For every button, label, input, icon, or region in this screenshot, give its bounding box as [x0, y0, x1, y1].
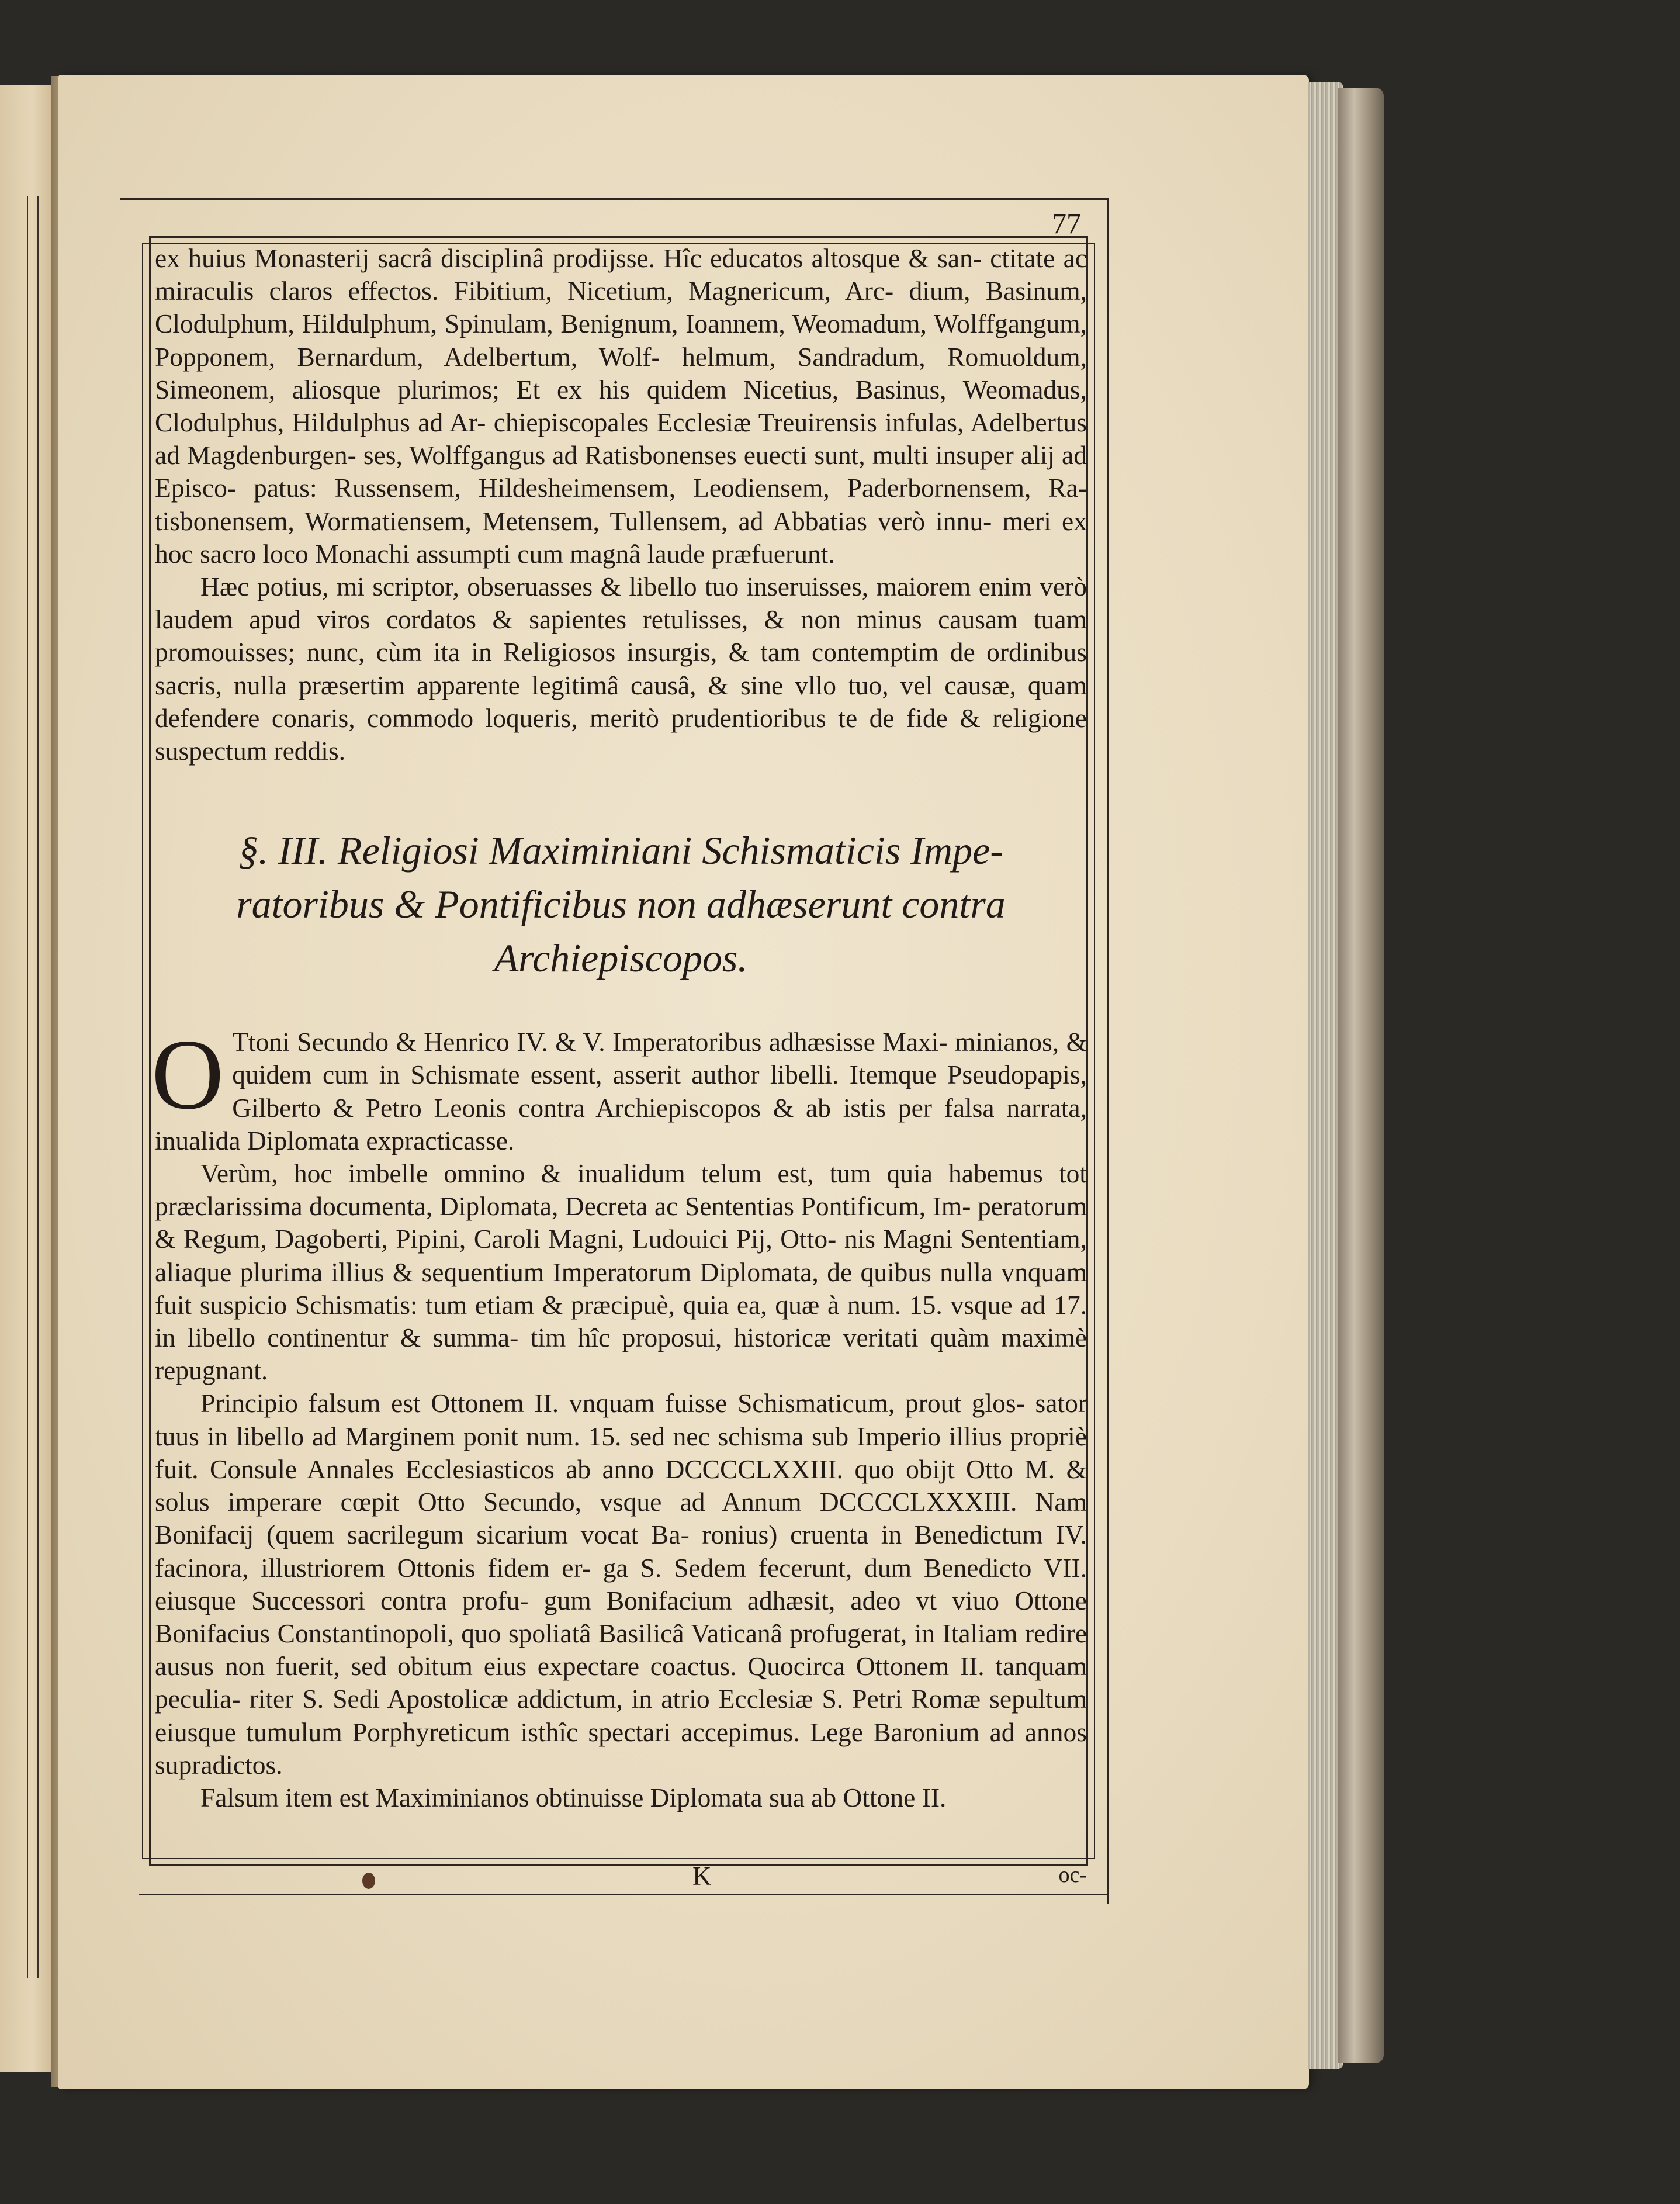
line: quo obijt Otto M. & solus imperare cœpit Otto Secundo, vsque ad Annum	[155, 1454, 1087, 1517]
ink-blot	[362, 1873, 375, 1889]
line: ctitate ac miraculis claros effectos. Fibitium, Nicetium, Magnericum, Arc-	[155, 243, 1087, 306]
line: præcipuè, quia ea, quæ à num. 15. vsque ad 17. in libello continentur & summa-	[155, 1289, 1087, 1353]
line: nis Magni Sententiam, aliaque plurima illius & sequentium Imperatorum	[155, 1224, 1087, 1287]
paragraph-6	[155, 1781, 1087, 1814]
catchword: oc-	[1058, 1863, 1087, 1887]
line: meri ex hoc sacro loco Monachi assumpti cum magnâ laude præfuerunt.	[155, 506, 1087, 569]
line: Ttoni Secundo & Henrico IV. & V. Imperatoribus adhæsisse Maxi-	[232, 1027, 948, 1057]
paragraph-5	[155, 1387, 1087, 1781]
line: patus: Russensem, Hildesheimensem, Leodiensem, Paderbornensem, Ra-	[253, 473, 1087, 503]
paragraph-2	[155, 570, 1087, 767]
signature-mark: K	[692, 1862, 712, 1891]
line: DCCCCLXXXIII. Nam Bonifacij (quem sacrilegum sicarium vocat Ba-	[155, 1487, 1087, 1550]
line: Falsum item est Maximinianos obtinuisse Diplomata sua ab Ottone II.	[200, 1782, 947, 1812]
heading-line: ratoribus & Pontificibus non adhæserunt contra	[236, 882, 1006, 927]
line: tim hîc proposui, historicæ veritati quàm maximè repugnant.	[155, 1323, 1087, 1386]
drop-cap: O	[151, 1019, 224, 1131]
line: chiepiscopales Ecclesiæ Treuirensis infulas, Adelbertus ad Magdenburgen-	[155, 407, 1087, 470]
line: Verùm, hoc imbelle omnino & inualidum telum est, tum quia habemus tot	[200, 1158, 1087, 1189]
line: verò laudem apud viros cordatos & sapientes retulisses, & non minus causam	[155, 572, 1087, 635]
section-heading	[172, 824, 1069, 985]
line: ronius) cruenta in Benedictum IV. facinora, illustriorem Ottonis fidem er-	[155, 1520, 1087, 1583]
line: ordinibus sacris, nulla præsertim apparente legitimâ causâ, & sine vllo tuo, vel	[155, 637, 1087, 700]
line: dium, Basinum, Clodulphum, Hildulphum, Spinulam, Benignum, Ioannem,	[155, 276, 1087, 339]
line: Principio falsum est Ottonem II. vnquam fuisse Schismaticum, prout glos-	[200, 1388, 1025, 1418]
page-edges	[1308, 82, 1343, 2069]
line: tisbonensem, Wormatiensem, Metensem, Tullensem, ad Abbatias verò innu-	[155, 506, 992, 536]
previous-page-rule	[37, 196, 39, 1978]
line: his quidem Nicetius, Basinus, Weomadus, Clodulphus, Hildulphus ad Ar-	[155, 374, 1087, 438]
line: Diplomata, de quibus nulla vnquam fuit suspicio Schismatis: tum etiam &	[155, 1257, 1087, 1320]
paragraph-4	[155, 1157, 1087, 1387]
paragraph-1	[155, 242, 1087, 570]
line: helmum, Sandradum, Romuoldum, Simeonem, aliosque plurimos; Et ex	[155, 341, 1087, 404]
line: peratorum & Regum, Dagoberti, Pipini, Caroli Magni, Ludouici Pij, Otto-	[155, 1191, 1087, 1254]
line: & ab istis per falsa narrata, inualida Diplomata expracticasse.	[155, 1092, 1087, 1155]
frame-rule-right	[1107, 198, 1109, 1904]
line: illius propriè fuit. Consule Annales Ecclesiasticos ab anno DCCCCLXXIII.	[155, 1421, 1087, 1484]
line: præclarissima documenta, Diplomata, Decreta ac Sententias Pontificum, Im-	[155, 1191, 971, 1222]
book-spine	[1338, 88, 1384, 2063]
paragraph-3	[151, 1019, 1087, 1157]
line: quo spoliatâ Basilicâ Vaticanâ profugerat, in Italiam redire ausus non fuerit,	[155, 1618, 1087, 1681]
line: sed obitum eius expectare coactus. Quocirca Ottonem II. tanquam peculia-	[155, 1651, 1087, 1714]
line: eiusque tumulum Porphyreticum isthîc spectari accepimus. Lege Baronium	[155, 1717, 980, 1747]
line: causæ, quam defendere conaris, commodo loqueris, meritò prudentioribus	[155, 670, 1087, 733]
heading-line: Archiepiscopos.	[494, 936, 748, 981]
text-block	[151, 206, 1087, 1814]
frame-rule-top	[120, 198, 1109, 200]
line: minianos, & quidem cum in Schismate essent, asserit author libelli.	[232, 1027, 1087, 1090]
page-number: 77	[1052, 207, 1081, 240]
previous-page-edge	[0, 85, 54, 2072]
line: Weomadum, Wolffgangum, Popponem, Bernardum, Adelbertum, Wolf-	[155, 309, 1087, 372]
previous-page-rule-inner	[27, 196, 28, 1978]
line: ses, Wolffgangus ad Ratisbonenses euecti sunt, multi insuper alij ad Episco-	[155, 440, 1087, 503]
line: te de fide & religione suspectum reddis.	[155, 703, 1087, 766]
line: tuam promouisses; nunc, cùm ita in Religiosos insurgis, & tam contemptim de	[155, 604, 1087, 667]
line: riter S. Sedi Apostolicæ addictum, in atrio Ecclesiæ S. Petri Romæ sepultum	[249, 1684, 1087, 1714]
line: Itemque Pseudopapis, Gilberto & Petro Leonis contra Archiepiscopos	[232, 1060, 1087, 1123]
line: sator tuus in libello ad Marginem ponit num. 15. sed nec schisma sub Imperio	[155, 1388, 1087, 1451]
heading-line: §. III. Religiosi Maximiniani Schismaticis Impe-	[238, 828, 1003, 873]
line: Hæc potius, mi scriptor, obseruasses & libello tuo inseruisses, maiorem enim	[200, 572, 1032, 602]
line: gum Bonifacium adhæsit, adeo vt viuo Ottone Bonifacius Constantinopoli,	[155, 1585, 1087, 1648]
page-footer	[155, 1861, 1087, 1896]
line: ga S. Sedem fecerunt, dum Benedicto VII. eiusque Successori contra profu-	[155, 1552, 1087, 1615]
line: ad annos supradictos.	[155, 1717, 1087, 1780]
line: ex huius Monasterij sacrâ disciplinâ prodijsse. Hîc educatos altosque & san-	[155, 243, 982, 273]
